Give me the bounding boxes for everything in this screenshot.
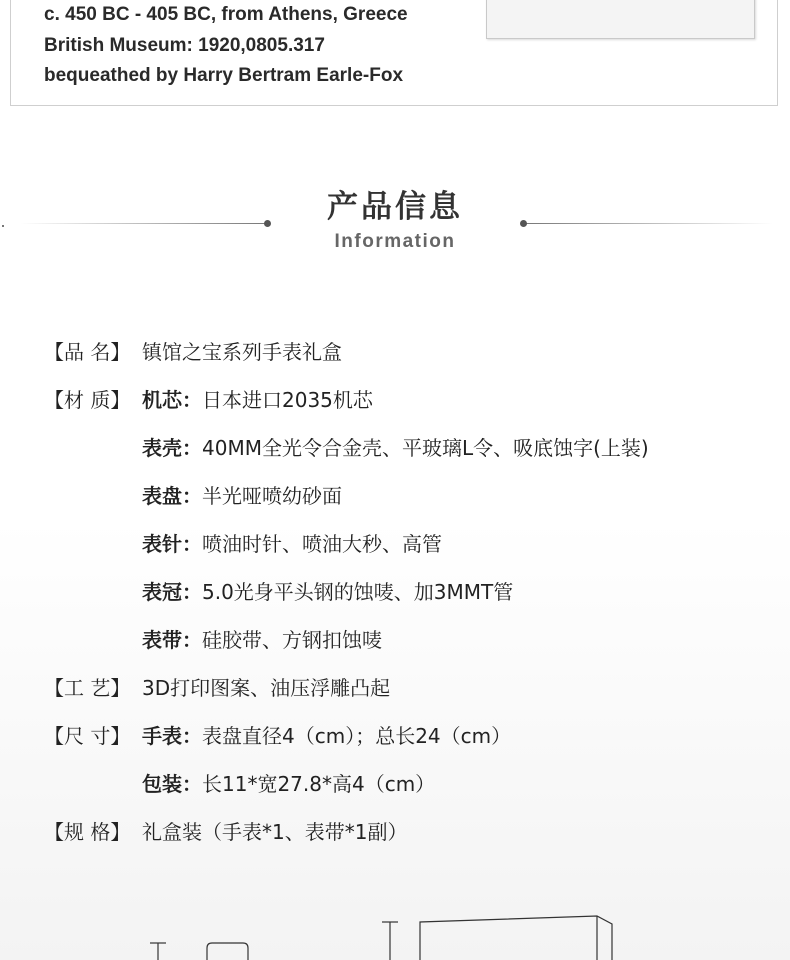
spec-label: 【尺 寸】	[44, 724, 131, 748]
product-thumbnail-frame	[486, 0, 755, 39]
provenance-card	[10, 0, 778, 106]
spec-row-size-package	[44, 769, 435, 799]
spec-row-product-name	[44, 337, 342, 367]
spec-value: 喷油时针、喷油大秒、高管	[202, 532, 442, 556]
section-subtitle: Information	[334, 231, 456, 252]
spec-sub-label: 表带：	[142, 628, 202, 652]
spec-sub-label: 包装：	[142, 772, 202, 796]
spec-sub-label: 表盘：	[142, 484, 202, 508]
spec-row-hands	[44, 529, 442, 559]
spec-value: 日本进口2035机芯	[202, 388, 373, 412]
spec-label: 【工 艺】	[44, 676, 131, 700]
dimension-illustration	[0, 900, 790, 960]
spec-row-strap	[44, 625, 382, 655]
spec-value: 硅胶带、方钢扣蚀唛	[202, 628, 382, 652]
spec-sub-label: 表壳：	[142, 436, 202, 460]
spec-label: 【规 格】	[44, 820, 131, 844]
spec-row-craft	[44, 673, 390, 703]
spec-row-crown	[44, 577, 513, 607]
spec-row-dial	[44, 481, 342, 511]
spec-row-specification	[44, 817, 407, 847]
spec-sub-label: 表针：	[142, 532, 202, 556]
spec-value: 镇馆之宝系列手表礼盒	[142, 340, 342, 364]
spec-label: 【材 质】	[44, 388, 131, 412]
spec-sub-label: 手表：	[142, 724, 202, 748]
spec-row-size-watch	[44, 721, 511, 751]
provenance-date-origin: c. 450 BC - 405 BC, from Athens, Greece	[44, 4, 408, 25]
provenance-museum-number: British Museum: 1920,0805.317	[44, 35, 325, 56]
spec-value: 礼盒装（手表*1、表带*1副）	[142, 820, 408, 844]
spec-value: 表盘直径4（cm）；总长24（cm）	[202, 724, 512, 748]
spec-row-case	[44, 433, 649, 463]
section-title: 产品信息	[327, 189, 463, 225]
spec-value: 长11*宽27.8*高4（cm）	[202, 772, 436, 796]
spec-value: 半光哑喷幼砂面	[202, 484, 342, 508]
watch-outline	[207, 943, 248, 960]
spec-sub-label: 表冠：	[142, 580, 202, 604]
spec-row-material	[44, 385, 373, 415]
spec-value: 5.0光身平头钢的蚀唛、加3MMT管	[202, 580, 514, 604]
spec-value: 3D打印图案、油压浮雕凸起	[142, 676, 391, 700]
spec-value: 40MM全光令合金壳、平玻璃L令、吸底蚀字(上装)	[202, 436, 649, 460]
box-outline	[420, 916, 612, 960]
spec-sub-label: 机芯：	[142, 388, 202, 412]
spec-label: 【品 名】	[44, 340, 131, 364]
provenance-bequest: bequeathed by Harry Bertram Earle-Fox	[44, 65, 404, 86]
